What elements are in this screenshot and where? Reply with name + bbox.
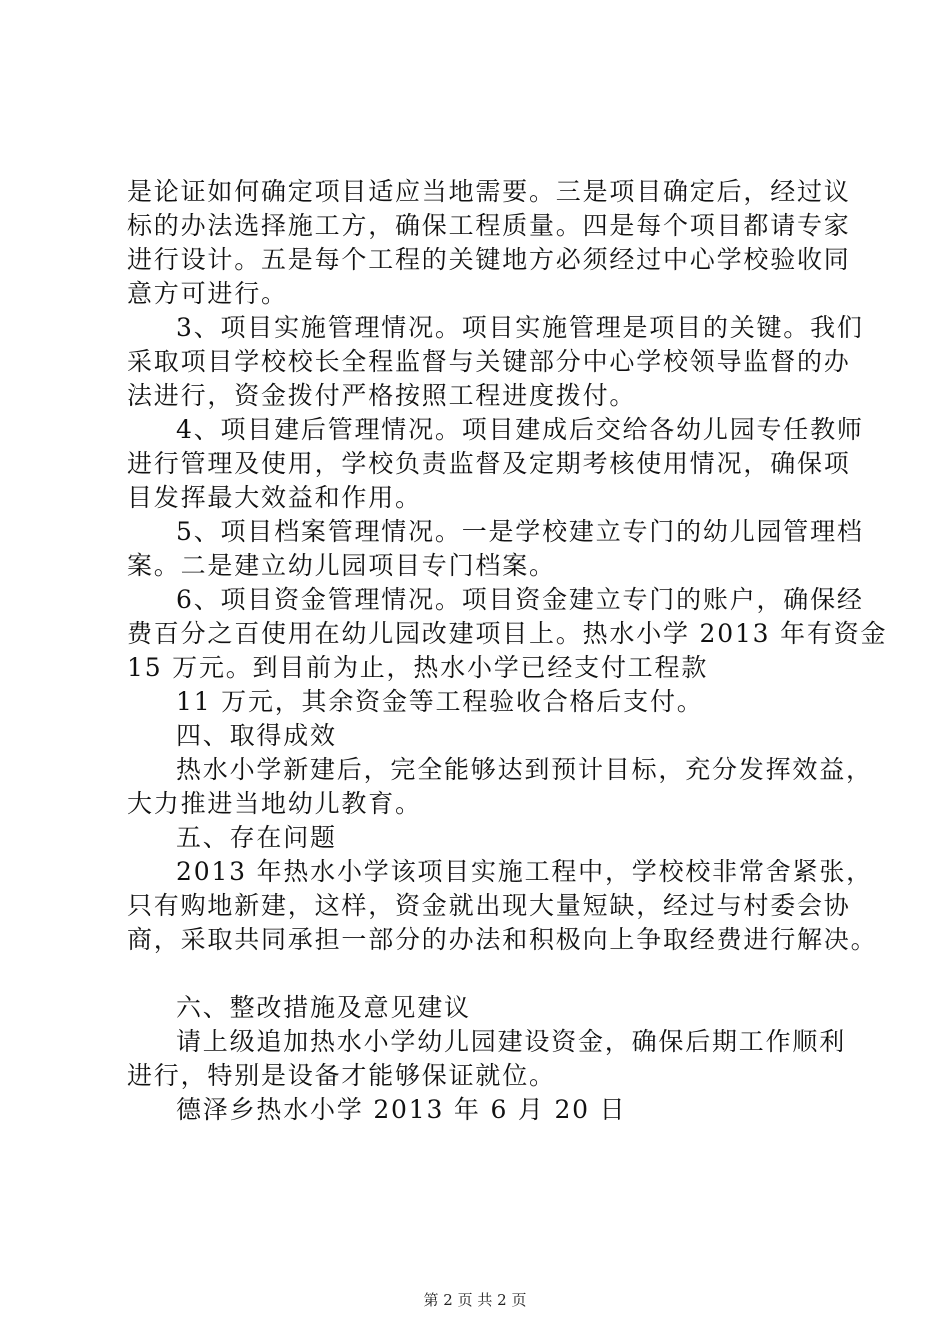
text-line: 法进行，资金拨付严格按照工程进度拨付。: [127, 381, 637, 410]
text-line: 进行管理及使用，学校负责监督及定期考核使用情况，确保项: [127, 449, 851, 478]
text-line: 费百分之百使用在幼儿园改建项目上。热水小学 2013 年有资金: [127, 619, 888, 648]
text-line: 3、项目实施管理情况。项目实施管理是项目的关键。我们: [176, 313, 864, 342]
text-line: 15 万元。到目前为止，热水小学已经支付工程款: [127, 653, 709, 682]
page-number-footer: 第 2 页 共 2 页: [423, 1291, 527, 1309]
section-heading: 五、存在问题: [176, 823, 337, 852]
text-line: 6、项目资金管理情况。项目资金建立专门的账户，确保经: [176, 585, 864, 614]
text-line: 大力推进当地幼儿教育。: [127, 789, 422, 818]
text-line: 是论证如何确定项目适应当地需要。三是项目确定后，经过议: [127, 177, 851, 206]
text-line: 只有购地新建，这样，资金就出现大量短缺，经过与村委会协: [127, 891, 851, 920]
text-line: 进行，特别是设备才能够保证就位。: [127, 1061, 556, 1090]
section-heading: 六、整改措施及意见建议: [176, 993, 471, 1022]
text-line: 2013 年热水小学该项目实施工程中，学校校非常舍紧张，: [176, 857, 873, 886]
signature-date: 德泽乡热水小学 2013 年 6 月 20 日: [176, 1095, 627, 1124]
section-heading: 四、取得成效: [176, 721, 337, 750]
text-line: 案。二是建立幼儿园项目专门档案。: [127, 551, 556, 580]
text-line: 标的办法选择施工方，确保工程质量。四是每个项目都请专家: [127, 211, 851, 240]
text-line: 请上级追加热水小学幼儿园建设资金，确保后期工作顺利: [176, 1027, 847, 1056]
text-line: 商，采取共同承担一部分的办法和积极向上争取经费进行解决。: [127, 925, 878, 954]
text-line: 热水小学新建后，完全能够达到预计目标，充分发挥效益，: [176, 755, 873, 784]
text-line: 5、项目档案管理情况。一是学校建立专门的幼儿园管理档: [176, 517, 864, 546]
text-line: 目发挥最大效益和作用。: [127, 483, 422, 512]
text-line: 意方可进行。: [127, 279, 288, 308]
text-line: 4、项目建后管理情况。项目建成后交给各幼儿园专任教师: [176, 415, 864, 444]
text-line: 11 万元，其余资金等工程验收合格后支付。: [176, 687, 704, 716]
text-line: 进行设计。五是每个工程的关键地方必须经过中心学校验收同: [127, 245, 851, 274]
text-line: 采取项目学校校长全程监督与关键部分中心学校领导监督的办: [127, 347, 851, 376]
